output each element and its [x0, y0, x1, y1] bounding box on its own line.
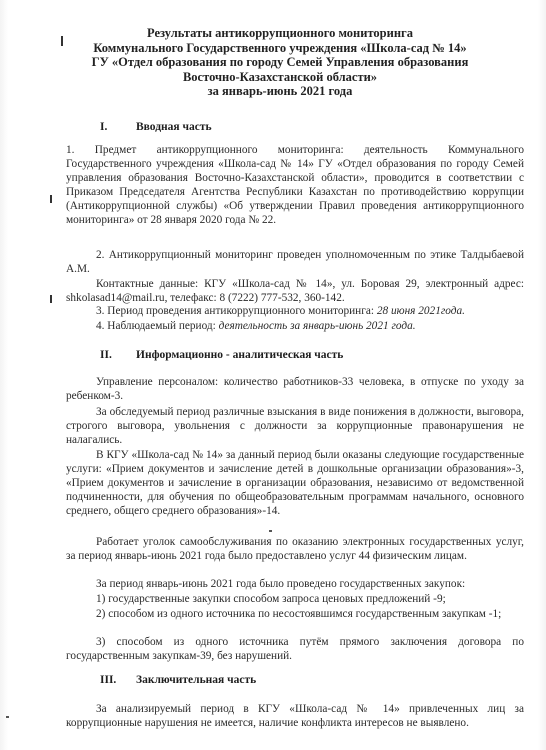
section-1-paragraph-4 [96, 304, 465, 318]
section-2-paragraph-6: 1) государственные закупки способом запроса ценовых предложений -9; [96, 593, 446, 605]
section-2-paragraph-1: Управление персоналом: количество работников-33 человека, в отпуске по уходу за ребенком-3. [66, 376, 524, 403]
section-2-paragraph-8: 3) способом из одного источника путём прямого заключения договора по государственным закупкам-39, без нарушений. [66, 636, 524, 663]
monitoring-period-label: 3. Период проведения антикоррупционного мониторинга: [96, 305, 377, 317]
scan-artifact-mark [50, 195, 52, 203]
section-1-paragraph-3: Контактные данные: КГУ «Школа-сад № 14», ул. Боровая 29, электронный адрес: shkolasad14@mail.ru, телефакс: 8 (7222) 777-532, 360-142. [66, 278, 524, 305]
section-2-paragraph-7: 2) способом из одного источника по несостоявшимся государственным закупкам -1; [96, 608, 502, 620]
section-3-number: III. [100, 674, 117, 686]
section-1-paragraph-1: 1. Предмет антикоррупционного мониторинга: деятельность Коммунального Государственного учреждения «Школа-сад № 14» ГУ «Отдел образования по городу Семей управления образования Восточно-Казахстанской области», проводится в соответствии с Приказом Председателя Агентства Республики Казахстан по противодействию коррупции (Антикоррупционной службы) «Об утверждении Правил проведения антикоррупционного мониторинга» от 28 января 2020 года № 22. [66, 144, 524, 227]
scan-artifact-dot [269, 530, 272, 532]
section-2-number: II. [100, 349, 112, 361]
section-2-paragraph-2: За обследуемый период различные взыскания в виде понижения в должности, выговора, строгого выговора, увольнения с должности за коррупционные правонарушения не налагались. [66, 406, 524, 447]
scan-artifact-mark [50, 295, 52, 303]
section-1-paragraph-2: 2. Антикоррупционный мониторинг проведен уполномоченным по этике Талдыбаевой А.М. [66, 249, 524, 276]
observed-period-label: 4. Наблюдаемый период: [96, 320, 219, 332]
section-2-title: Информационно - аналитическая часть [136, 349, 344, 361]
section-2-paragraph-3: В КГУ «Школа-сад № 14» за данный период были оказаны следующие государственные услуги: «Прием документов и зачисление детей в дошкольные организации образования»-3, «Прием документов и зачисление в организации образования, независимо от ведомственной подчиненности, для обучения по общеобразовательным программам начального, основного среднего, общего среднего образования»-14. [66, 449, 524, 518]
section-2-heading [100, 349, 343, 361]
header-line-1: Результаты антикоррупционного мониторинга [147, 26, 413, 40]
observed-period-value: деятельность за январь-июнь 2021 года. [218, 320, 416, 332]
section-2-paragraph-4: Работает уголок самообслуживания по оказанию электронных государственных услуг, за период январь-июнь 2021 года было предоставлено услуг 44 физическим лицам. [66, 536, 524, 563]
header-line-2: Коммунального Государственного учреждения «Школа-сад № 14» [93, 40, 467, 55]
header-line-3: ГУ «Отдел образования по городу Семей Управления образования [91, 55, 469, 69]
section-3-title: Заключительная часть [136, 674, 257, 686]
scan-artifact-mark [61, 36, 63, 46]
section-1-number: I. [100, 121, 108, 133]
header-line-4: Восточно-Казахстанской области» [182, 69, 378, 84]
section-2-paragraph-5: За период январь-июнь 2021 года было проведено государственных закупок: [96, 578, 466, 590]
document-header [60, 26, 500, 99]
section-3-heading [100, 674, 256, 686]
scan-artifact-dot [6, 716, 9, 718]
section-1-heading [100, 121, 212, 133]
section-1-title: Вводная часть [136, 121, 212, 133]
section-3-paragraph-1: За анализируемый период в КГУ «Школа-сад № 14» привлеченных лиц за коррупционные нарушения не имеется, наличие конфликта интересов не выявлено. [66, 703, 524, 730]
header-line-5: за январь-июнь 2021 года [207, 84, 353, 98]
section-1-paragraph-5 [96, 319, 416, 333]
monitoring-period-value: 28 июня 2021года. [376, 305, 465, 317]
